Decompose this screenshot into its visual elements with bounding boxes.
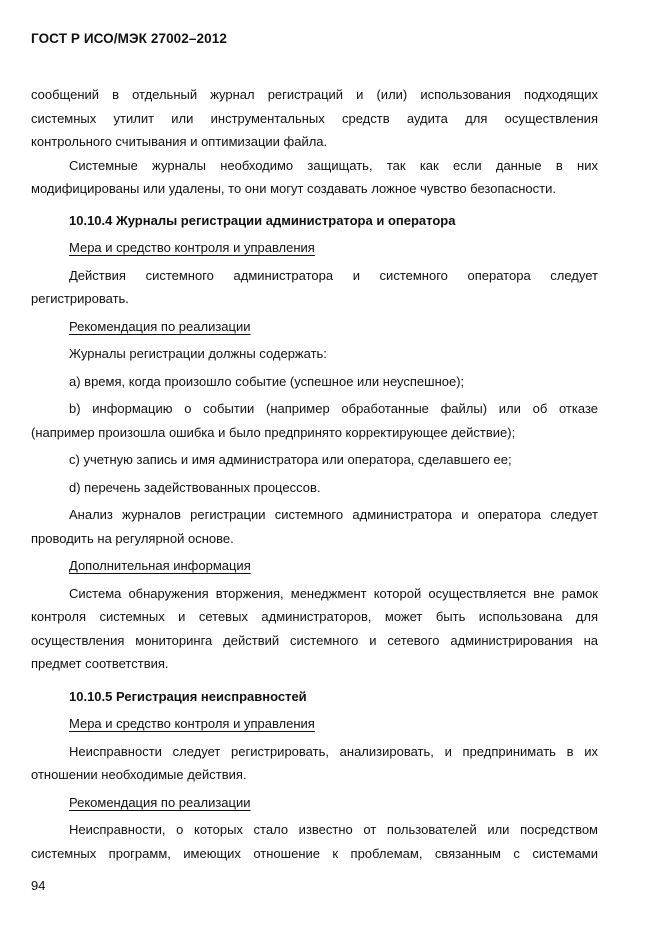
text-line: сообщений в отдельный журнал регистраций и (или) использования подходящих: [31, 87, 598, 102]
paragraph: [31, 740, 598, 787]
text-line: b) информацию о событии (например обработанные файлы) или об отказе: [69, 401, 598, 416]
list-item: d) перечень задействованных процессов.: [69, 479, 321, 495]
paragraph: [31, 264, 598, 311]
list-item: [31, 397, 598, 444]
text-line: проводить на регулярной основе.: [31, 530, 234, 546]
text-line: Неисправности, о которых стало известно от пользователей или посредством: [69, 822, 598, 837]
text-line: Системные журналы необходимо защищать, так как если данные в них: [69, 157, 598, 173]
text-line: Неисправности следует регистрировать, анализировать, и предпринимать в их: [69, 743, 598, 759]
text-line: регистрировать.: [31, 291, 129, 306]
text-line: осуществления мониторинга действий системного и сетевого администрирования на: [31, 632, 598, 648]
document-body: [31, 83, 598, 865]
text-line: отношении необходимые действия.: [31, 767, 247, 782]
subheading: [31, 554, 598, 578]
paragraph: [31, 83, 598, 154]
text-line: системных программ, имеющих отношение к проблемам, связанным с системами: [31, 845, 598, 861]
page-number: 94: [31, 878, 46, 893]
text-line: Журналы регистрации должны содержать:: [69, 346, 327, 361]
text-line: предмет соответствия.: [31, 656, 169, 671]
subheading-text: Мера и средство контроля и управления: [69, 716, 315, 731]
section-heading: 10.10.4 Журналы регистрации администратора и оператора: [69, 212, 456, 228]
section-heading: 10.10.5 Регистрация неисправностей: [69, 688, 307, 704]
paragraph: [31, 503, 598, 550]
subheading-text: Рекомендация по реализации: [69, 318, 251, 334]
text-line: Анализ журналов регистрации системного администратора и оператора следует: [69, 507, 598, 522]
subheading: [31, 791, 598, 815]
text-line: системных утилит или инструментальных средств аудита для осуществления: [31, 110, 598, 126]
text-line: Действия системного администратора и системного оператора следует: [69, 267, 598, 283]
subheading-text: Дополнительная информация: [69, 558, 251, 573]
subheading-text: Мера и средство контроля и управления: [69, 240, 315, 255]
document-header: ГОСТ Р ИСО/МЭК 27002–2012: [31, 31, 227, 46]
text-line: контрольного считывания и оптимизации файла.: [31, 134, 328, 149]
paragraph: [31, 818, 598, 865]
list-item: c) учетную запись и имя администратора или оператора, сделавшего ее;: [69, 452, 512, 467]
text-line: контроля системных и сетевых администраторов, может быть использована для: [31, 609, 598, 624]
subheading: [31, 315, 598, 339]
text-line: модифицированы или удалены, то они могут создавать ложное чувство безопасности.: [31, 181, 556, 196]
list-item: a) время, когда произошло событие (успешное или неуспешное);: [69, 373, 465, 389]
paragraph: [31, 582, 598, 676]
subheading: [31, 712, 598, 736]
text-line: Система обнаружения вторжения, менеджмент которой осуществляется вне рамок: [69, 585, 598, 601]
subheading: [31, 236, 598, 260]
paragraph: [31, 154, 598, 201]
text-line: (например произошла ошибка и было предпринято корректирующее действие);: [31, 424, 516, 440]
subheading-text: Рекомендация по реализации: [69, 794, 251, 810]
